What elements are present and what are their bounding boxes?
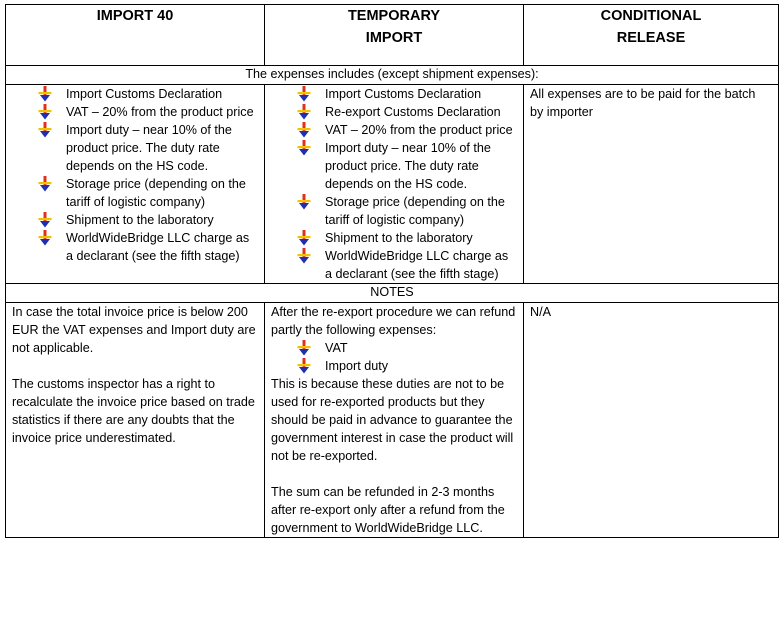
down-arrow-bullet-icon bbox=[297, 230, 311, 246]
down-arrow-bullet-icon bbox=[297, 122, 311, 138]
header-conditional-line-1: CONDITIONAL bbox=[600, 8, 702, 24]
header-temporary-line-2: IMPORT bbox=[365, 30, 423, 46]
notes-conditional-cell bbox=[524, 303, 779, 538]
down-arrow-bullet-icon bbox=[297, 86, 311, 102]
list-item bbox=[271, 103, 517, 121]
down-arrow-bullet-icon bbox=[297, 140, 311, 156]
expenses-label: The expenses includes (except shipment expenses): bbox=[6, 66, 779, 85]
list-item-text: Import Customs Declaration bbox=[66, 87, 223, 101]
list-item bbox=[271, 85, 517, 103]
list-item bbox=[12, 103, 258, 121]
list-item-text: WorldWideBridge LLC charge as a declarant (see the fifth stage) bbox=[325, 249, 509, 281]
list-item-text: Import duty – near 10% of the product price. The duty rate depends on the HS code. bbox=[66, 123, 232, 173]
down-arrow-bullet-icon bbox=[38, 86, 52, 102]
list-item-text: VAT bbox=[325, 341, 348, 355]
expenses-temporary-list bbox=[271, 85, 517, 283]
list-item bbox=[12, 175, 258, 211]
header-import-40 bbox=[6, 5, 265, 66]
list-item-text: WorldWideBridge LLC charge as a declarant (see the fifth stage) bbox=[66, 231, 250, 263]
list-item-text: Storage price (depending on the tariff of logistic company) bbox=[66, 177, 246, 209]
list-item bbox=[271, 339, 517, 357]
notes-row bbox=[6, 303, 779, 538]
header-row bbox=[6, 5, 779, 66]
list-item bbox=[271, 357, 517, 375]
header-import-40-line: IMPORT 40 bbox=[96, 8, 174, 24]
down-arrow-bullet-icon bbox=[297, 248, 311, 264]
list-item-text: Shipment to the laboratory bbox=[66, 213, 214, 227]
list-item bbox=[12, 211, 258, 229]
down-arrow-bullet-icon bbox=[38, 122, 52, 138]
notes-temporary-list bbox=[271, 339, 517, 375]
notes-temporary-intro: After the re-export procedure we can refund partly the following expenses: bbox=[271, 305, 516, 337]
notes-label: NOTES bbox=[6, 284, 779, 303]
expenses-row bbox=[6, 85, 779, 284]
notes-import-40-cell bbox=[6, 303, 265, 538]
list-item-text: Re-export Customs Declaration bbox=[325, 105, 501, 119]
notes-import-40-para-1: In case the total invoice price is below 200 EUR the VAT expenses and Import duty are not applicable. bbox=[12, 305, 256, 355]
list-item bbox=[271, 247, 517, 283]
list-item-text: Import duty bbox=[325, 359, 388, 373]
expenses-import-40-list bbox=[12, 85, 258, 265]
down-arrow-bullet-icon bbox=[38, 212, 52, 228]
header-conditional-release bbox=[524, 5, 779, 66]
list-item-text: VAT – 20% from the product price bbox=[66, 105, 254, 119]
list-item-text: Shipment to the laboratory bbox=[325, 231, 473, 245]
list-item bbox=[12, 229, 258, 265]
down-arrow-bullet-icon bbox=[297, 340, 311, 356]
header-conditional-line-2: RELEASE bbox=[616, 30, 686, 46]
down-arrow-bullet-icon bbox=[38, 176, 52, 192]
notes-conditional-text: N/A bbox=[530, 305, 551, 319]
expenses-label-row bbox=[6, 66, 779, 85]
down-arrow-bullet-icon bbox=[38, 104, 52, 120]
list-item bbox=[271, 139, 517, 193]
expenses-conditional-text: All expenses are to be paid for the batch by importer bbox=[530, 87, 756, 119]
expenses-import-40-cell bbox=[6, 85, 265, 284]
header-temporary-line-1: TEMPORARY bbox=[347, 8, 441, 24]
list-item bbox=[271, 121, 517, 139]
list-item-text: Storage price (depending on the tariff of logistic company) bbox=[325, 195, 505, 227]
header-temporary-import bbox=[265, 5, 524, 66]
down-arrow-bullet-icon bbox=[297, 194, 311, 210]
list-item-text: Import duty – near 10% of the product price. The duty rate depends on the HS code. bbox=[325, 141, 491, 191]
notes-import-40-para-2: The customs inspector has a right to recalculate the invoice price based on trade statistics if there are any doubts that the invoice price underestimated. bbox=[12, 377, 255, 445]
notes-temporary-cell bbox=[265, 303, 524, 538]
list-item bbox=[12, 121, 258, 175]
list-item bbox=[271, 229, 517, 247]
down-arrow-bullet-icon bbox=[38, 230, 52, 246]
expenses-conditional-cell bbox=[524, 85, 779, 284]
customs-comparison-table bbox=[5, 4, 779, 538]
list-item-text: Import Customs Declaration bbox=[325, 87, 482, 101]
list-item bbox=[271, 193, 517, 229]
expenses-temporary-cell bbox=[265, 85, 524, 284]
notes-temporary-para-2: The sum can be refunded in 2-3 months after re-export only after a refund from the government to WorldWideBridge LLC. bbox=[271, 485, 505, 535]
notes-label-row bbox=[6, 284, 779, 303]
list-item bbox=[12, 85, 258, 103]
down-arrow-bullet-icon bbox=[297, 104, 311, 120]
list-item-text: VAT – 20% from the product price bbox=[325, 123, 513, 137]
notes-temporary-para-1: This is because these duties are not to be used for re-exported products but they should be paid in advance to guarantee the government interest in case the product will not be re-exported. bbox=[271, 377, 514, 463]
down-arrow-bullet-icon bbox=[297, 358, 311, 374]
